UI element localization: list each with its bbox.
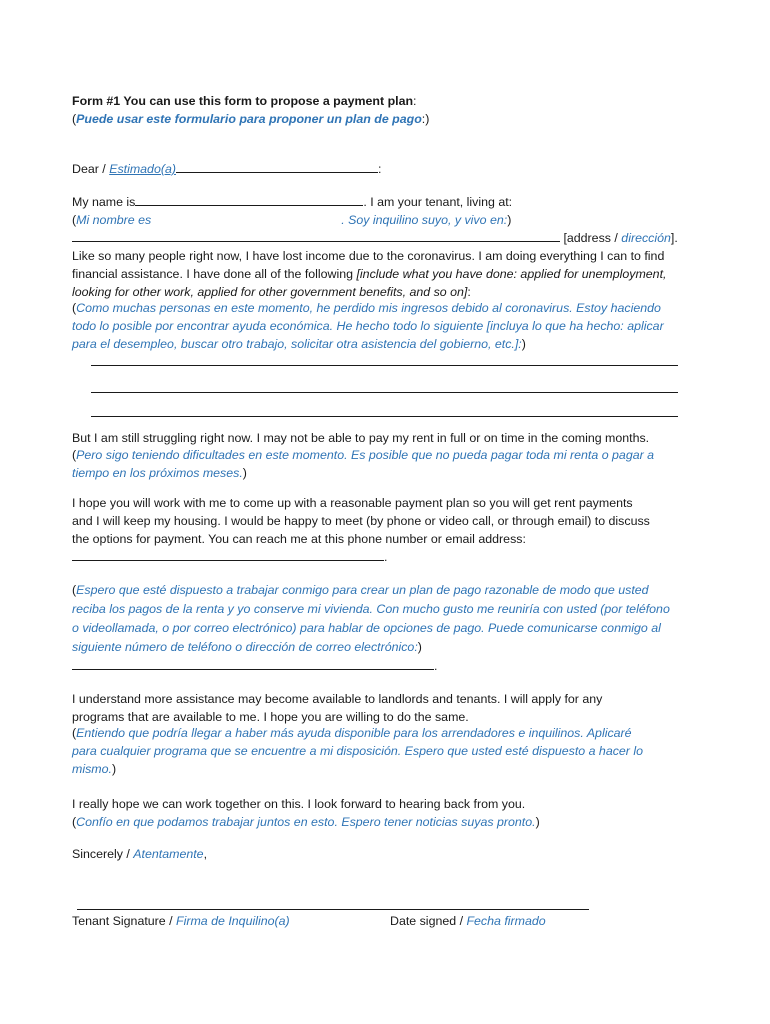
para4-es-line3: mismo.) xyxy=(72,762,117,776)
para1-es-line1: (Como muchas personas en este momento, he perdido mis ingresos debido al coronavirus. Estoy haciendo xyxy=(72,301,661,315)
para1-line3-instruction: looking for other work, applied for other government benefits, and so on] xyxy=(72,285,468,299)
name-line xyxy=(72,193,512,211)
para1-line3-colon: : xyxy=(467,285,471,299)
para2-english: But I am still struggling right now. I may not be able to pay my rent in full or on time in the coming months. xyxy=(72,431,650,445)
para4-es-line1: (Entiendo que podría llegar a haber más ayuda disponible para los arrendadores e inquilinos. Aplicaré xyxy=(72,726,632,740)
para3-es-line1: (Espero que esté dispuesto a trabajar conmigo para crear un plan de pago razonable de modo que usted xyxy=(72,583,649,597)
title-es-open: ( xyxy=(72,112,77,126)
contact-line-es: . xyxy=(72,657,437,675)
contact-blank-es[interactable] xyxy=(72,657,434,670)
title-spanish: Puede usar este formulario para proponer un plan de pago xyxy=(76,112,422,126)
closing-english: Sincerely / xyxy=(72,847,134,861)
address-label: [address / xyxy=(560,231,622,245)
landlord-name-blank[interactable] xyxy=(176,160,378,173)
contact-blank[interactable] xyxy=(72,548,384,561)
para3-es-line3: o videollamada, o por correo electrónico) para hablar de opciones de pago. Puede comunicarse conmigo al xyxy=(72,621,661,635)
tenant-signature-label: Tenant Signature / Firma de Inquilino(a) xyxy=(72,914,290,928)
tenant-name-blank[interactable] xyxy=(135,193,363,206)
signature-line[interactable] xyxy=(77,909,589,910)
para3-es-line2: reciba los pagos de la renta y yo conserve mi vivienda. Con mucho gusto me reuniría con usted (por teléfono xyxy=(72,602,670,616)
address-label-es: dirección xyxy=(621,231,671,245)
closing-spanish: Atentamente xyxy=(133,847,204,861)
para2-es-line2: tiempo en los próximos meses.) xyxy=(72,466,247,480)
title-colon: : xyxy=(413,94,417,108)
name-es-tenant: . Soy inquilino suyo, y vivo en: xyxy=(341,213,508,227)
address-blank[interactable] xyxy=(72,229,560,242)
title-english: Form #1 You can use this form to propose a payment plan xyxy=(72,94,414,108)
title-es-close: :) xyxy=(421,112,430,126)
para5-english: I really hope we can work together on this. I look forward to hearing back from you. xyxy=(72,797,526,811)
assistance-blank-1[interactable] xyxy=(91,365,678,366)
address-line xyxy=(72,229,678,247)
para1-es-line2: todo lo posible por encontrar ayuda económica. He hecho todo lo siguiente [incluya lo que ha hecho: aplicar xyxy=(72,319,664,333)
date-signed-label: Date signed / Fecha firmado xyxy=(390,914,546,928)
name-tenant-text: . I am your tenant, living at: xyxy=(363,195,513,209)
name-es-open: ( xyxy=(72,213,77,227)
address-label-close: ]. xyxy=(670,231,678,245)
greeting-dear: Dear / xyxy=(72,162,110,176)
para1-line2-instruction: [include what you have done: applied for unemployment, xyxy=(356,267,667,281)
para1-es-line3: para el desempleo, buscar otro trabajo, solicitar otra asistencia del gobierno, etc.]:) xyxy=(72,337,526,351)
greeting-estimado: Estimado(a) xyxy=(109,162,176,176)
para3-line2: and I will keep my housing. I would be happy to meet (by phone or video call, or through email) to discuss xyxy=(72,514,650,528)
para3-line1: I hope you will work with me to come up with a reasonable payment plan so you will get rent payments xyxy=(72,496,633,510)
name-intro: My name is xyxy=(72,195,136,209)
para2-es-line1: (Pero sigo teniendo dificultades en este momento. Es posible que no pueda pagar toda mi renta o pagar a xyxy=(72,448,655,462)
para1-line2-text: financial assistance. I have done all of the following xyxy=(72,267,357,281)
para3-line3: the options for payment. You can reach me at this phone number or email address: xyxy=(72,532,526,546)
para1-line2 xyxy=(72,265,666,283)
para1-line1: Like so many people right now, I have lost income due to the coronavirus. I am doing everything I can to find xyxy=(72,249,665,263)
form-title-spanish xyxy=(72,110,429,128)
greeting-line xyxy=(72,160,381,178)
greeting-end: : xyxy=(377,162,382,176)
assistance-blank-2[interactable] xyxy=(91,392,678,393)
para3-es-line4: siguiente número de teléfono o dirección de correo electrónico:) xyxy=(72,640,422,654)
name-es-intro: Mi nombre es xyxy=(76,213,152,227)
para4-es-line2: para cualquier programa que se encuentre a mi disposición. Espero que usted esté dispuesto a hacer lo xyxy=(72,744,644,758)
contact-line: . xyxy=(72,548,387,566)
name-line-spanish xyxy=(72,211,511,229)
name-es-close: ) xyxy=(507,213,512,227)
closing-line: Sincerely / Atentamente, xyxy=(72,847,208,861)
assistance-blank-3[interactable] xyxy=(91,416,678,417)
para4-line2: programs that are available to me. I hope you are willing to do the same. xyxy=(72,710,469,724)
para4-line1: I understand more assistance may become available to landlords and tenants. I will apply for any xyxy=(72,692,603,706)
form-title xyxy=(72,92,417,110)
para5-spanish: (Confío en que podamos trabajar juntos en esto. Espero tener noticias suyas pronto.) xyxy=(72,815,540,829)
